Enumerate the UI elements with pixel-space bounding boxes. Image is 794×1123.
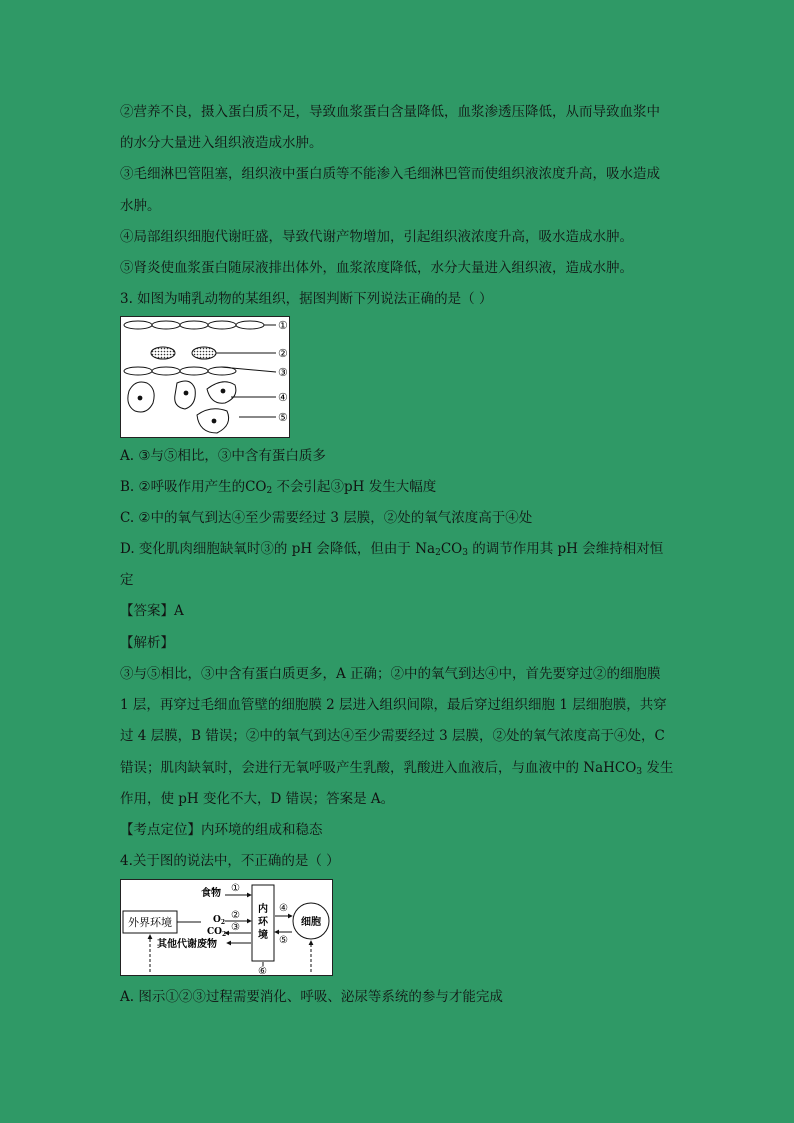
q3-label-1: ① (278, 319, 288, 332)
q3-analysis-title: 【解析】 (120, 635, 174, 651)
q3-stem: 3. 如图为哺乳动物的某组织，据图判断下列说法正确的是（ ） (120, 291, 493, 307)
q4-co2-label: $CO_2$ (207, 927, 227, 938)
text-line-3: ③毛细淋巴管阻塞，组织液中蛋白质等不能渗入毛细淋巴管而使组织液浓度升高，吸水造成 (120, 166, 660, 182)
q3-tissue-figure (120, 316, 290, 438)
q4-o2-label: $O_2$ (213, 915, 226, 926)
q4-num-4: ④ (279, 903, 288, 914)
q4-food-label: 食物 (201, 888, 221, 899)
text-line-4: 水肿。 (120, 198, 161, 214)
q3-label-5: ⑤ (278, 411, 288, 424)
q4-waste-label: 其他代谢废物 (157, 939, 217, 950)
q4-num-5: ⑤ (279, 935, 288, 946)
q3-analysis-5: 作用，使 pH 变化不大，D 错误；答案是 A。 (120, 791, 395, 807)
text-line-1: ②营养不良，摄入蛋白质不足，导致血浆蛋白含量降低，血浆渗透压降低，从而导致血浆中 (120, 104, 660, 120)
q4-num-2: ② (231, 910, 240, 921)
q4-num-6: ⑥ (258, 966, 267, 975)
q3-analysis-1: ③与⑤相比，③中含有蛋白质更多，A 正确；②中的氧气到达④中，首先要穿过②的细胞膜 (120, 666, 661, 682)
q3-answer: 【答案】A (120, 603, 184, 619)
q3-analysis-2: 1 层，再穿过毛细血管壁的细胞膜 2 层进入组织间隙，最后穿过组织细胞 1 层细胞膜，共穿 (120, 697, 667, 713)
text-line-2: 的水分大量进入组织液造成水肿。 (120, 135, 323, 151)
q3-analysis-4: 错误；肌肉缺氧时，会进行无氧呼吸产生乳酸，乳酸进入血液后，与血液中的 NaHCO$_3$ 发生 (120, 760, 674, 777)
q3-label-3: ③ (278, 366, 288, 379)
q3-option-d: D. 变化肌肉细胞缺氧时③的 pH 会降低，但由于 $Na_2CO_3$ 的调节作用其 pH 会维持相对恒 (120, 541, 664, 558)
q4-option-a: A. 图示①②③过程需要消化、呼吸、泌尿等系统的参与才能完成 (120, 989, 503, 1005)
text-line-5: ④局部组织细胞代谢旺盛，导致代谢产物增加，引起组织液浓度升高，吸水造成水肿。 (120, 229, 633, 245)
q3-option-b: B. ②呼吸作用产生的$CO_2$ 不会引起③pH 发生大幅度 (120, 479, 437, 496)
q4-stem: 4.关于图的说法中，不正确的是（ ） (120, 853, 340, 869)
q4-outside-label: 外界环境 (128, 916, 172, 929)
q3-analysis-3: 过 4 层膜，B 错误；②中的氧气到达④至少需要经过 3 层膜，②处的氧气浓度高于④处，C (120, 728, 665, 744)
q4-inner-2: 环 (258, 917, 268, 928)
q4-num-1: ① (231, 883, 240, 894)
text-line-6: ⑤肾炎使血浆蛋白随尿液排出体外，血浆浓度降低，水分大量进入组织液，造成水肿。 (120, 260, 633, 276)
q3-option-a: A. ③与⑤相比，③中含有蛋白质多 (120, 448, 326, 464)
q4-num-3: ③ (231, 922, 240, 933)
q3-label-4: ④ (278, 391, 288, 404)
q3-option-d-cont: 定 (120, 572, 134, 588)
q4-environment-diagram (120, 879, 333, 976)
q4-inner-3: 境 (258, 930, 268, 941)
q4-cell-label: 细胞 (301, 917, 321, 928)
q4-inner-1: 内 (258, 904, 268, 915)
q3-label-2: ② (278, 347, 288, 360)
q3-kaodian: 【考点定位】内环境的组成和稳态 (120, 822, 323, 838)
q3-option-c: C. ②中的氧气到达④至少需要经过 3 层膜，②处的氧气浓度高于④处 (120, 510, 533, 526)
